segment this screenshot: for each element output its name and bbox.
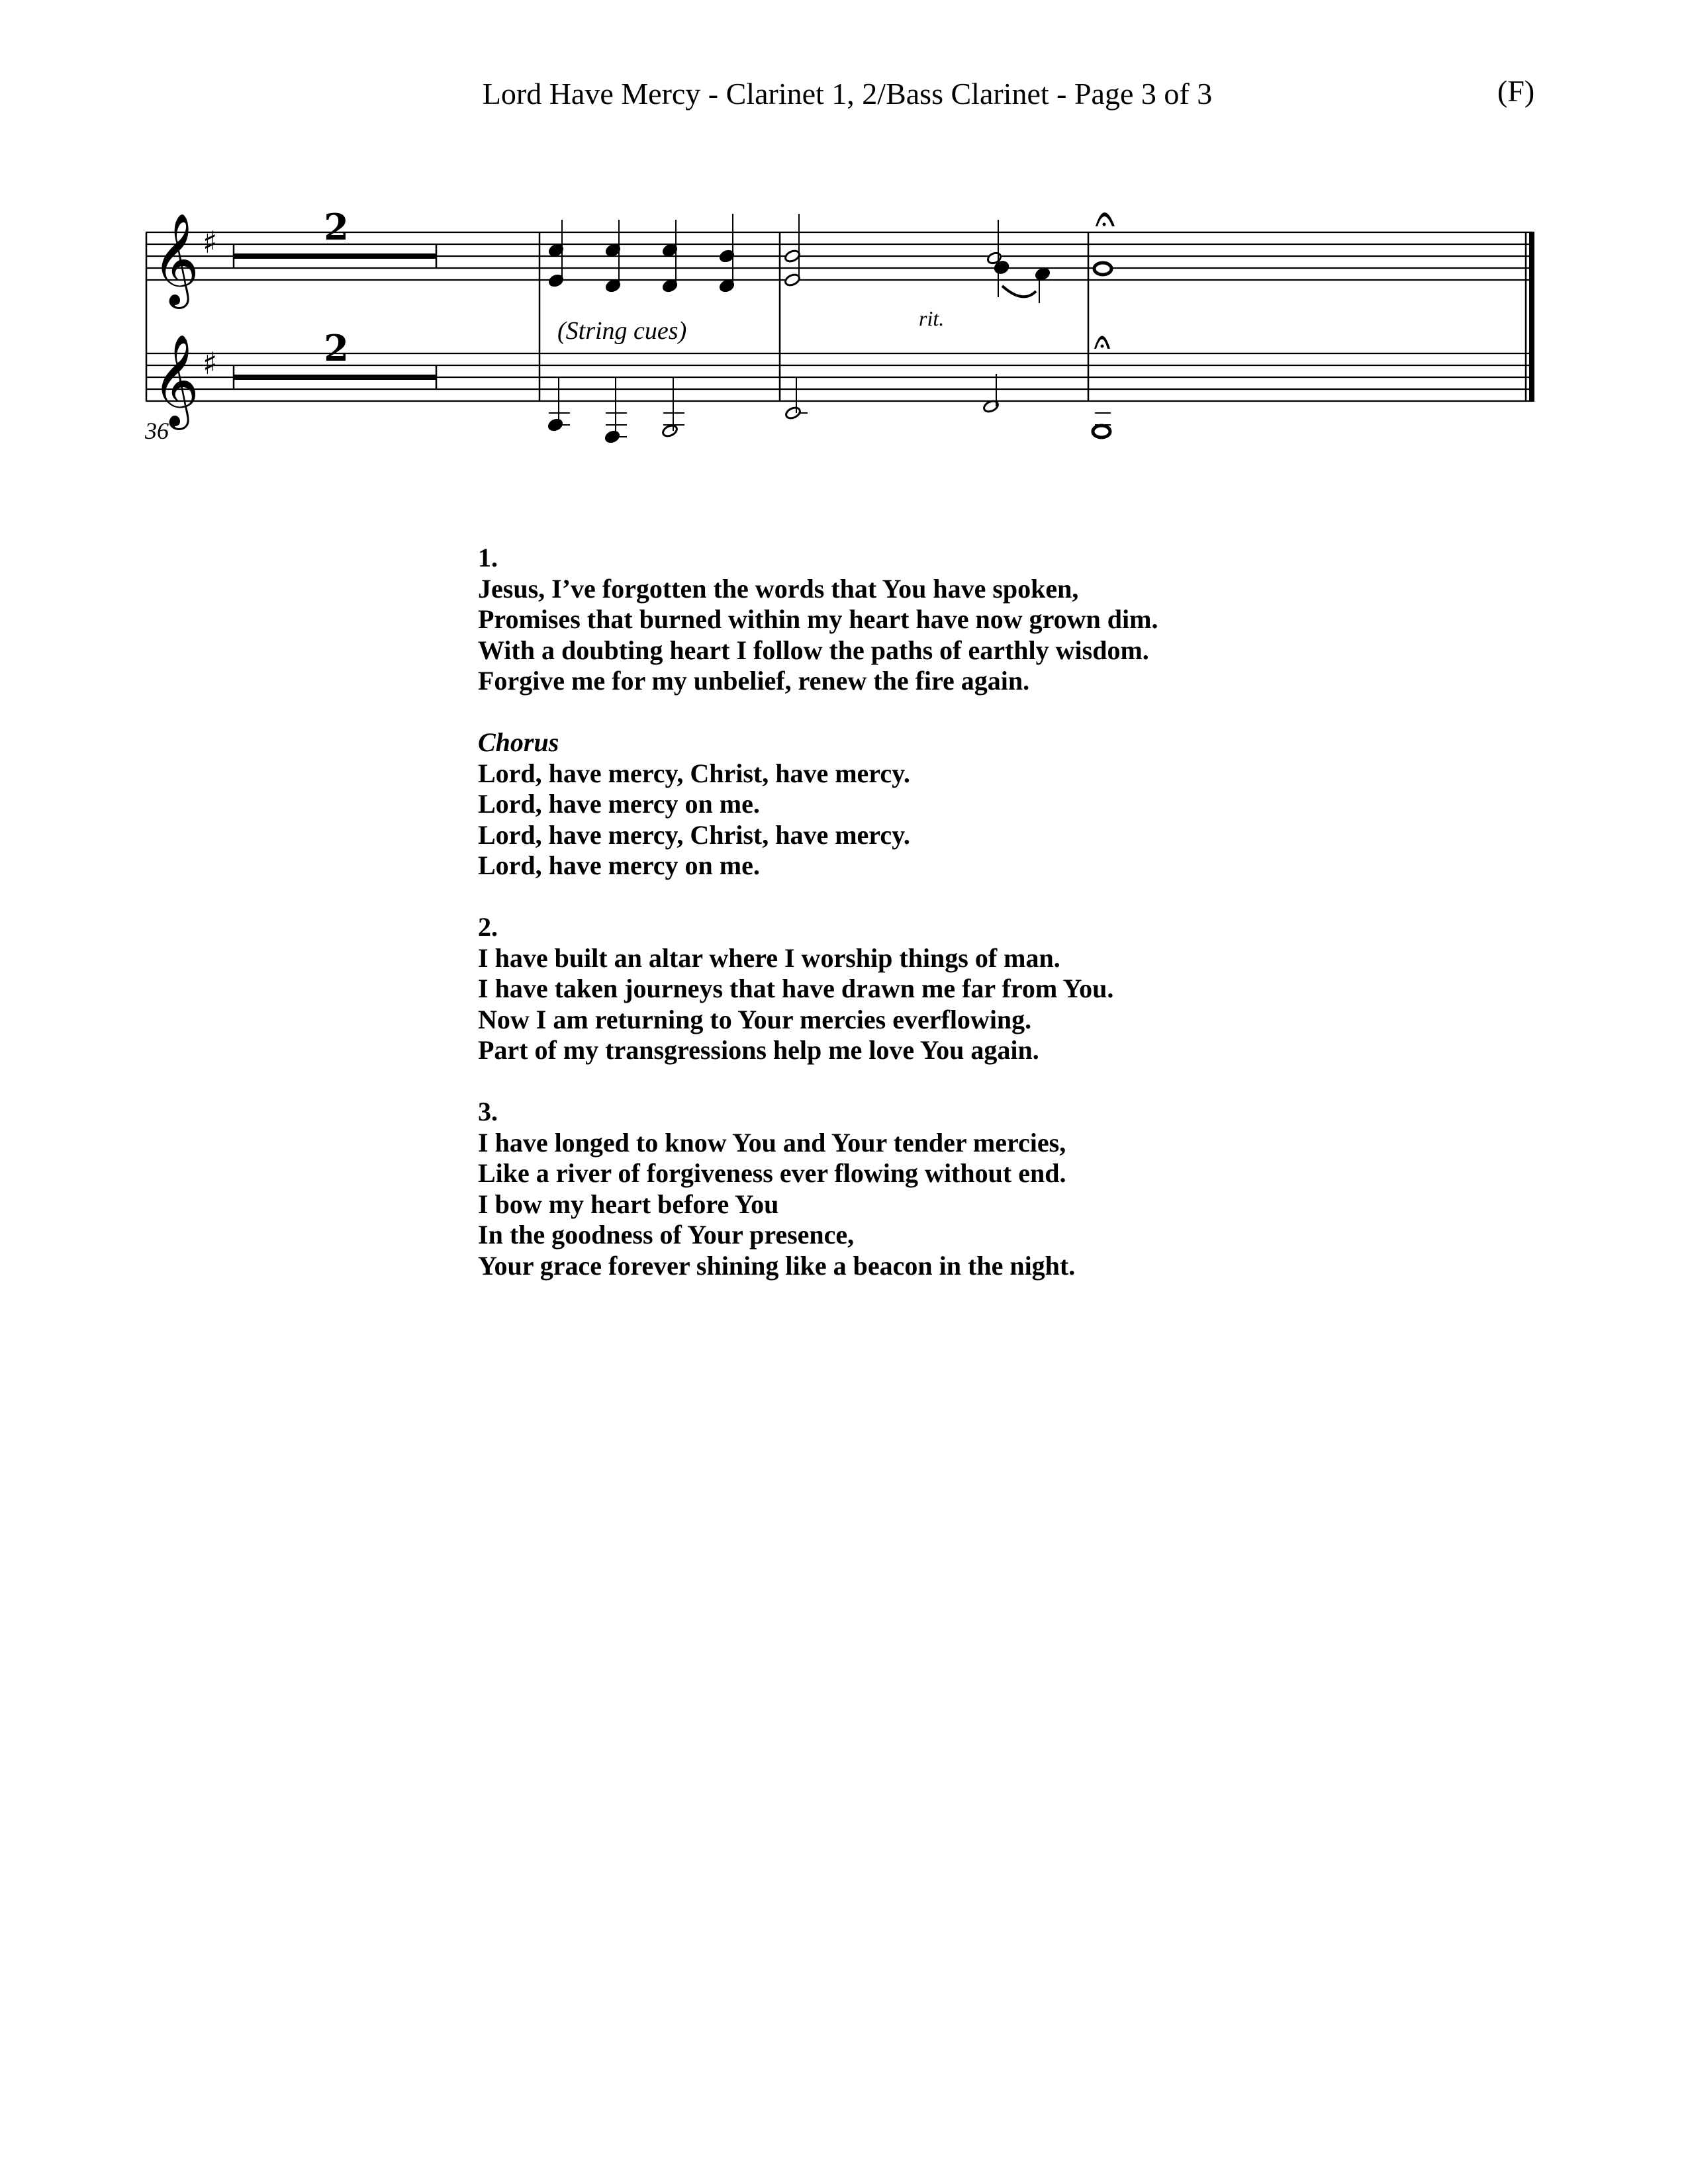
stanza-label: Chorus [478, 727, 559, 757]
ritardando-marking: rit. [919, 306, 945, 330]
lyric-line: Lord, have mercy, Christ, have mercy. [478, 819, 910, 850]
measure-38-upper-notes [547, 214, 736, 294]
lyric-line: With a doubting heart I follow the paths of earthly wisdom. [478, 635, 1149, 665]
lyric-line: Lord, have mercy, Christ, have mercy. [478, 758, 910, 788]
page-title-text: Lord Have Mercy - Clarinet 1, 2/Bass Clarinet - Page 3 of 3 [482, 77, 1213, 111]
lyrics-section [478, 543, 1405, 1312]
stanza-label: 1. [478, 543, 498, 572]
lyric-line: I bow my heart before You [478, 1189, 779, 1219]
stanza-chorus [478, 727, 1405, 882]
lyric-line: Lord, have mercy on me. [478, 789, 760, 819]
measure-number: 36 [145, 418, 169, 444]
measure-39-lower-notes [784, 374, 1000, 420]
lyric-line: Lord, have mercy on me. [478, 850, 760, 880]
sharp-icon: ♯ [203, 224, 218, 260]
fermata-icon [1096, 212, 1115, 226]
lyric-line: Promises that burned within my heart have now grown dim. [478, 604, 1158, 634]
stanza-label: 3. [478, 1097, 498, 1126]
stanza-label: 2. [478, 912, 498, 942]
lyric-line: Your grace forever shining like a beacon in the night. [478, 1250, 1076, 1281]
lyric-line: Forgive me for my unbelief, renew the fire again. [478, 666, 1030, 696]
lyric-line: Part of my transgressions help me love You again. [478, 1035, 1039, 1065]
string-cues-label: (String cues) [557, 317, 687, 345]
treble-clef-icon: 𝄞 [152, 334, 199, 426]
lyric-line: Now I am returning to Your mercies everflowing. [478, 1004, 1032, 1034]
lyric-line: In the goodness of Your presence, [478, 1220, 855, 1250]
key-label: (F) [1497, 74, 1535, 108]
sharp-icon: ♯ [203, 345, 218, 381]
lyric-line: I have built an altar where I worship things of man. [478, 942, 1060, 973]
multi-rest-count-lower: 2 [324, 327, 349, 369]
stanza-verse-3 [478, 1097, 1405, 1281]
measure-38-lower-notes [547, 377, 684, 445]
stanza-verse-1 [478, 543, 1405, 697]
music-score-system [0, 0, 1688, 477]
fermata-icon [1094, 336, 1110, 349]
lyric-line: I have longed to know You and Your tender mercies, [478, 1127, 1066, 1158]
multi-rest-count-upper: 2 [324, 206, 349, 248]
measure-39-upper-notes [784, 214, 1051, 303]
stanza-verse-2 [478, 912, 1405, 1066]
lyric-line: I have taken journeys that have drawn me far from You. [478, 974, 1114, 1003]
treble-clef-icon: 𝄞 [152, 213, 199, 305]
barlines [539, 232, 1526, 401]
lyric-line: Jesus, I’ve forgotten the words that You have spoken, [478, 573, 1079, 604]
measure-40-notes [1093, 263, 1111, 437]
final-barline-thick [1529, 232, 1534, 402]
lyric-line: Like a river of forgiveness ever flowing without end. [478, 1158, 1066, 1188]
